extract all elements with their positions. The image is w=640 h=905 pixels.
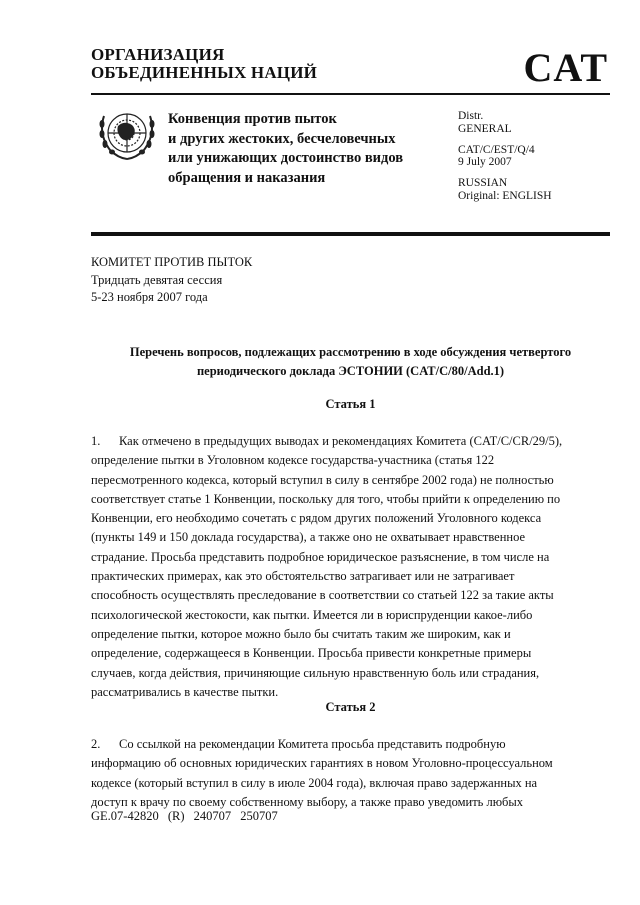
convention-title-line: Конвенция против пыток — [168, 111, 337, 127]
convention-title-line: и других жестоких, бесчеловечных — [168, 130, 396, 147]
organization-name — [91, 46, 317, 82]
paragraph-line: определение пытки, которое можно было бы считать таким же широким, как и — [91, 626, 511, 641]
document-title-line: Перечень вопросов, подлежащих рассмотрению в ходе обсуждения четвертого — [129, 345, 572, 359]
un-emblem-icon — [94, 104, 160, 164]
paragraph-line: Конвенции, его необходимо сочетать с рядом других положений Уголовного кодекса — [91, 511, 542, 526]
convention-title-line: обращения и наказания — [168, 169, 326, 186]
document-title-line: периодического доклада ЭСТОНИИ (CAT/C/80/Add.1) — [196, 364, 505, 378]
paragraph-line: пересмотренного кодекса, который вступил в силу в сентябре 2002 года) не полностью — [91, 472, 554, 487]
article-1-heading: Статья 1 — [325, 397, 376, 411]
distr-value: GENERAL — [458, 122, 512, 135]
paragraph-line: практических примерах, как это обстоятельство затрагивает или не затрагивает — [91, 569, 515, 584]
paragraph-line: Со ссылкой на рекомендации Комитета просьба представить подробную — [119, 737, 506, 751]
distr-label: Distr. — [458, 110, 484, 122]
paragraph-line: страдание. Просьба представить подробное юридическое разъяснение, в том числе на — [91, 549, 550, 564]
header-divider-thick — [91, 232, 610, 236]
convention-title-line: или унижающих достоинство видов — [168, 150, 404, 166]
paragraph-line: определение, содержащееся в Конвенции. Просьба привести конкретные примеры — [91, 646, 532, 661]
document-title — [91, 343, 610, 381]
paragraph-line: (пункты 149 и 150 доклада государства), а также оно не охватывает нравственное — [91, 530, 526, 545]
paragraph-line: Как отмечено в предыдущих выводах и рекомендациях Комитета (CAT/C/CR/29/5), — [119, 434, 563, 448]
committee-name: КОМИТЕТ ПРОТИВ ПЫТОК — [91, 255, 253, 269]
committee-block — [91, 254, 252, 307]
organization-line-2: ОБЪЕДИНЕННЫХ НАЦИЙ — [91, 63, 318, 82]
job-number-footer: GE.07-42820 (R) 240707 250707 — [91, 809, 278, 823]
paragraph-number: 2. — [91, 737, 101, 751]
committee-dates: 5-23 ноября 2007 года — [91, 290, 208, 304]
document-series-symbol: CAT — [523, 45, 608, 90]
article-2-heading: Статья 2 — [325, 700, 376, 714]
document-symbol: CAT/C/EST/Q/4 — [458, 143, 535, 156]
paragraph-line: психологической жестокости, как пытки. Имеется ли в юриспруденции какое-либо — [91, 607, 533, 622]
header-divider-thin — [91, 93, 610, 95]
organization-line-1: ОРГАНИЗАЦИЯ — [91, 45, 225, 64]
paragraph-number: 1. — [91, 434, 101, 448]
convention-title — [168, 110, 403, 188]
paragraph-line: доступ к врачу по своему собственному выбору, а также право уведомить любых — [91, 794, 524, 809]
document-date: 9 July 2007 — [458, 156, 512, 169]
distribution-block — [458, 110, 552, 211]
paragraph-line: соответствует статье 1 Конвенции, поскольку для того, чтобы прийти к определению по — [91, 491, 561, 506]
paragraph-line: рассматривались в качестве пытки. — [91, 684, 279, 699]
paragraph-1 — [91, 432, 611, 702]
document-language: RUSSIAN — [458, 177, 508, 190]
paragraph-line: случаев, когда действия, причиняющие сильную нравственную боль или страдания, — [91, 665, 540, 680]
paragraph-line: информацию об основных юридических гарантиях в новом Уголовно-процессуальном — [91, 756, 553, 771]
original-language: Original: ENGLISH — [458, 189, 552, 202]
paragraph-line: кодексе (который вступил в силу в июле 2004 года), включая право задержанных на — [91, 775, 538, 790]
committee-session: Тридцать девятая сессия — [91, 272, 223, 287]
paragraph-2 — [91, 735, 611, 812]
paragraph-line: способность осуществлять преследование в соответствии со статьей 122 за такие акты — [91, 588, 554, 603]
paragraph-line: определение пытки в Уголовном кодексе государства-участника (статья 122 — [91, 453, 495, 468]
